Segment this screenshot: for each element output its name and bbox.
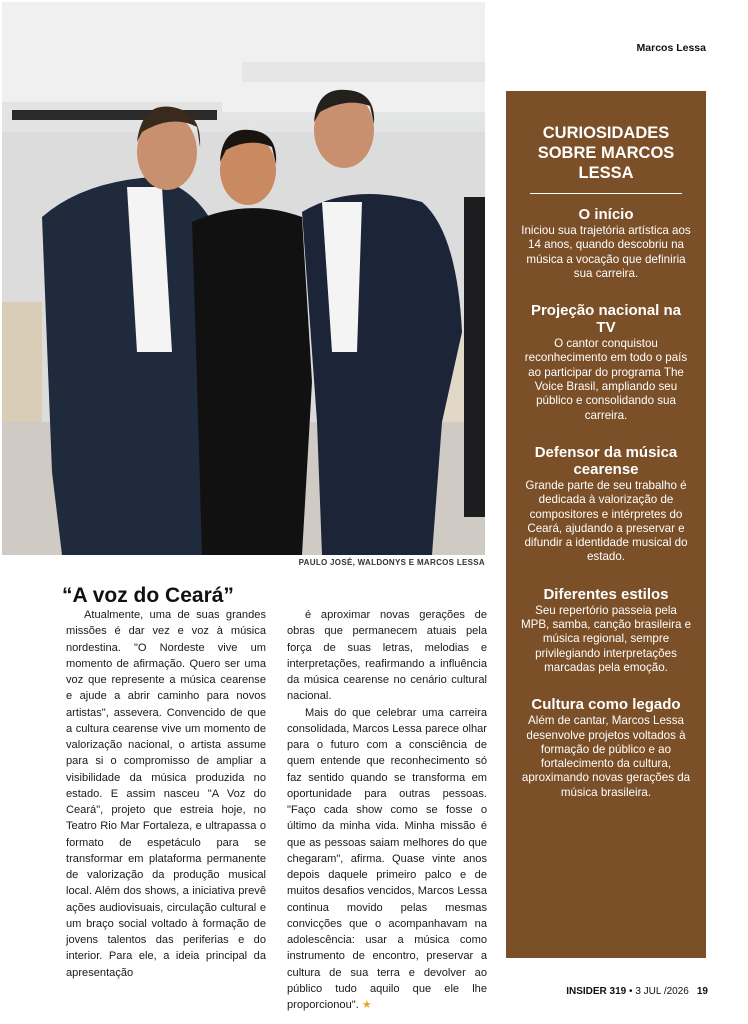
curiosities-sidebar xyxy=(506,91,706,958)
sidebar-heading: Diferentes estilos xyxy=(543,585,669,603)
article-paragraph: é aproximar novas gerações de obras que permanecem atuais pela força de suas letras, melodias e interpretações, reafirmando a influência da música cearense no cenário cultural nacional. xyxy=(287,609,487,703)
sidebar-heading: Projeção nacional na TV xyxy=(530,302,682,337)
photo-caption: PAULO JOSÉ, WALDONYS E MARCOS LESSA xyxy=(298,558,485,567)
sidebar-text: O cantor conquistou reconhecimento em todo o país ao participar do programa The Voice Brasil, ampliando seu público e consolidando sua carreira. xyxy=(524,337,688,422)
sidebar-heading: Cultura como legado xyxy=(531,696,681,714)
sidebar-section xyxy=(520,696,692,800)
footer-separator: • xyxy=(626,986,636,997)
article-column-1 xyxy=(66,607,266,981)
sidebar-heading: Defensor da música cearense xyxy=(534,443,678,478)
page-footer xyxy=(566,986,708,997)
sidebar-text: Grande parte de seu trabalho é dedicada à valorização de compositores e intérpretes do Ceará, ajudando a preservar e difundir a identidade musical do estado. xyxy=(524,478,688,564)
sidebar-section xyxy=(520,586,692,675)
running-head: Marcos Lessa xyxy=(636,42,706,54)
sidebar-section xyxy=(520,302,692,423)
article-paragraph: Atualmente, uma de suas grandes missões é dar vez e voz à música nordestina. "O Nordeste vive um momento de afirmação. Quero ser uma voz que represente a música cearense e ajude a abrir caminho para novos artistas", assevera. Convencido de que a cultura cearense vive um momento de valorização nacional, o artista assume para si o compromisso de ampliar a visibilidade da música produzida no estado. E assim nasceu "A Voz do Ceará", projeto que estreia hoje, no Teatro Rio Mar Fortaleza, e ultrapassa o formato de espetáculo para se transformar em plataforma permanente de valorização da produção musical local. Além dos shows, a iniciativa prevê ações audiovisuais, circulação cultural e um braço social voltado à formação de jovens talentos das periferias e do interior. Para ele, a ideia principal da apresentação xyxy=(66,609,266,979)
issue-date: 3 JUL /2026 xyxy=(635,986,689,997)
sidebar-text: Seu repertório passeia pela MPB, samba, canção brasileira e música regional, sempre privilegiando interpretações marcadas pela emoção. xyxy=(520,603,692,674)
magazine-name: INSIDER 319 xyxy=(566,986,627,997)
article-photo xyxy=(2,2,485,555)
sidebar-text: Iniciou sua trajetória artística aos 14 anos, quando descobriu na música a vocação que definiria sua carreira. xyxy=(521,224,691,280)
sidebar-section xyxy=(520,206,692,281)
article-column-2 xyxy=(287,607,487,1013)
article-paragraph xyxy=(287,705,487,1014)
article-title: “A voz do Ceará” xyxy=(62,584,234,607)
sidebar-section xyxy=(520,444,692,565)
end-mark-icon: ★ xyxy=(361,999,372,1011)
sidebar-divider xyxy=(530,193,682,194)
page-number: 19 xyxy=(696,986,708,997)
sidebar-title: CURIOSIDADES SOBRE MARCOS LESSA xyxy=(537,124,675,182)
sidebar-heading: O início xyxy=(578,206,634,223)
paragraph-text: Mais do que celebrar uma carreira consolidada, Marcos Lessa parece olhar para o futuro com a consciência de quem entende que reconhecimento só faz sentido quando se transforma em oportunidade para outras pessoas. "Faço cada show como se fosse o último da minha vida. Minha missão é que as pessoas saiam melhores do que chegaram", afirma. Quase vinte anos depois daquele primeiro palco e de muitos desafios vencidos, Marcos Lessa continua movido pelas mesmas convicções que o acompanhavam na adolescência: usar a música como instrumento de encontro, preservar a cultura de sua terra e devolver ao público tudo aquilo que ele lhe proporcionou". xyxy=(287,706,487,1011)
sidebar-text: Além de cantar, Marcos Lessa desenvolve projetos voltados à formação de público e ao fortalecimento da cultura, aproximando novas gerações da música brasileira. xyxy=(521,714,691,799)
